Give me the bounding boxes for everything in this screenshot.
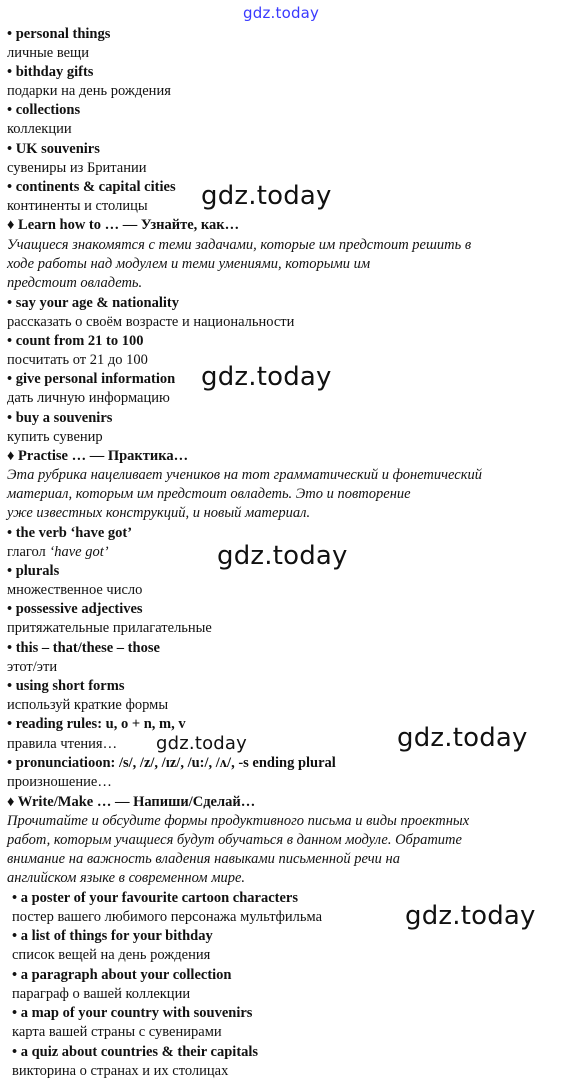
practise-description-line-3: уже известных конструкций, и новый материал. [7, 505, 311, 521]
translation-count: посчитать от 21 до 100 [7, 352, 148, 368]
item-count: • count from 21 to 100 [7, 333, 144, 349]
translation-continents: континенты и столицы [7, 198, 148, 214]
translation-personal-things: личные вещи [7, 45, 89, 61]
translation-buy-souvenir: купить сувенир [7, 429, 103, 445]
translation-pronunciation: произношение… [7, 774, 112, 790]
translation-uk-souvenirs: сувениры из Британии [7, 160, 147, 176]
practise-description-line-1: Эта рубрика нацеливает учеников на тот грамматический и фонетический [7, 467, 483, 483]
item-this-that: • this – that/these – those [7, 640, 160, 656]
item-say-age: • say your age & nationality [7, 295, 179, 311]
item-have-got: • the verb ‘have got’ [7, 525, 133, 541]
item-birthday-gifts: • bithday gifts [7, 64, 94, 80]
translation-poster: постер вашего любимого персонажа мультфильма [12, 909, 323, 925]
translation-birthday-gifts: подарки на день рождения [7, 83, 171, 99]
watermark-top: gdz.today [243, 4, 320, 22]
watermark-1: gdz.today [201, 181, 332, 211]
item-uk-souvenirs: • UK souvenirs [7, 141, 100, 157]
translation-quiz: викторина о странах и их столицах [12, 1063, 229, 1079]
watermark-5: gdz.today [397, 723, 528, 753]
translation-have-got [7, 543, 109, 562]
watermark-3: gdz.today [217, 541, 348, 571]
item-personal-things: • personal things [7, 26, 111, 42]
item-buy-souvenir: • buy a souvenirs [7, 410, 113, 426]
item-poster: • a poster of your favourite cartoon characters [12, 890, 299, 906]
translation-list-of-things: список вещей на день рождения [12, 947, 211, 963]
translation-have-got-phrase: ‘have got’ [49, 544, 109, 560]
item-continents: • continents & capital cities [7, 179, 176, 195]
item-possessive-adjectives: • possessive adjectives [7, 601, 143, 617]
translation-say-age: рассказать о своём возрасте и национальности [7, 314, 295, 330]
item-paragraph: • a paragraph about your collection [12, 967, 232, 983]
translation-map: карта вашей страны с сувенирами [12, 1024, 222, 1040]
translation-reading-rules: правила чтения… [7, 736, 118, 752]
write-description-line-3: внимание на важность владения навыками письменной речи на [7, 851, 400, 867]
watermark-6: gdz.today [405, 901, 536, 931]
translation-plurals: множественное число [7, 582, 143, 598]
translation-possessive-adjectives: притяжательные прилагательные [7, 620, 212, 636]
watermark-2: gdz.today [201, 362, 332, 392]
translation-collections: коллекции [7, 121, 72, 137]
item-plurals: • plurals [7, 563, 60, 579]
section-practise: ♦ Practise … — Практика… [7, 448, 189, 464]
translation-this-that: этот/эти [7, 659, 58, 675]
item-personal-info: • give personal information [7, 371, 176, 387]
translation-personal-info: дать личную информацию [7, 390, 170, 406]
item-quiz: • a quiz about countries & their capitals [12, 1044, 259, 1060]
translation-paragraph: параграф о вашей коллекции [12, 986, 191, 1002]
item-collections: • collections [7, 102, 81, 118]
section-write-make: ♦ Write/Make … — Напиши/Сделай… [7, 794, 256, 810]
write-description-line-4: английском языке в современном мире. [7, 870, 246, 886]
item-short-forms: • using short forms [7, 678, 125, 694]
item-list-of-things: • a list of things for your bithday [12, 928, 213, 944]
watermark-4: gdz.today [156, 733, 248, 754]
item-pronunciation: • pronunciatioon: /s/, /z/, /ɪz/, /u:/, /ʌ/, -s ending plural [7, 755, 336, 771]
learn-description-line-3: предстоит овладеть. [7, 275, 143, 291]
practise-description-line-2: материал, которым им предстоит овладеть. Это и повторение [7, 486, 411, 502]
section-learn-how: ♦ Learn how to … — Узнайте, как… [7, 217, 240, 233]
learn-description-line-2: ходе работы над модулем и теми умениями, которыми им [7, 256, 371, 272]
learn-description-line-1: Учащиеся знакомятся с теми задачами, которые им предстоит решить в [7, 237, 472, 253]
write-description-line-1: Прочитайте и обсудите формы продуктивного письма и виды проектных [7, 813, 470, 829]
translation-have-got-word: глагол [7, 544, 46, 560]
write-description-line-2: работ, которым учащиеся будут обучаться в данном модуле. Обратите [7, 832, 462, 848]
item-map: • a map of your country with souvenirs [12, 1005, 253, 1021]
translation-short-forms: используй краткие формы [7, 697, 169, 713]
item-reading-rules: • reading rules: u, o + n, m, v [7, 716, 186, 732]
